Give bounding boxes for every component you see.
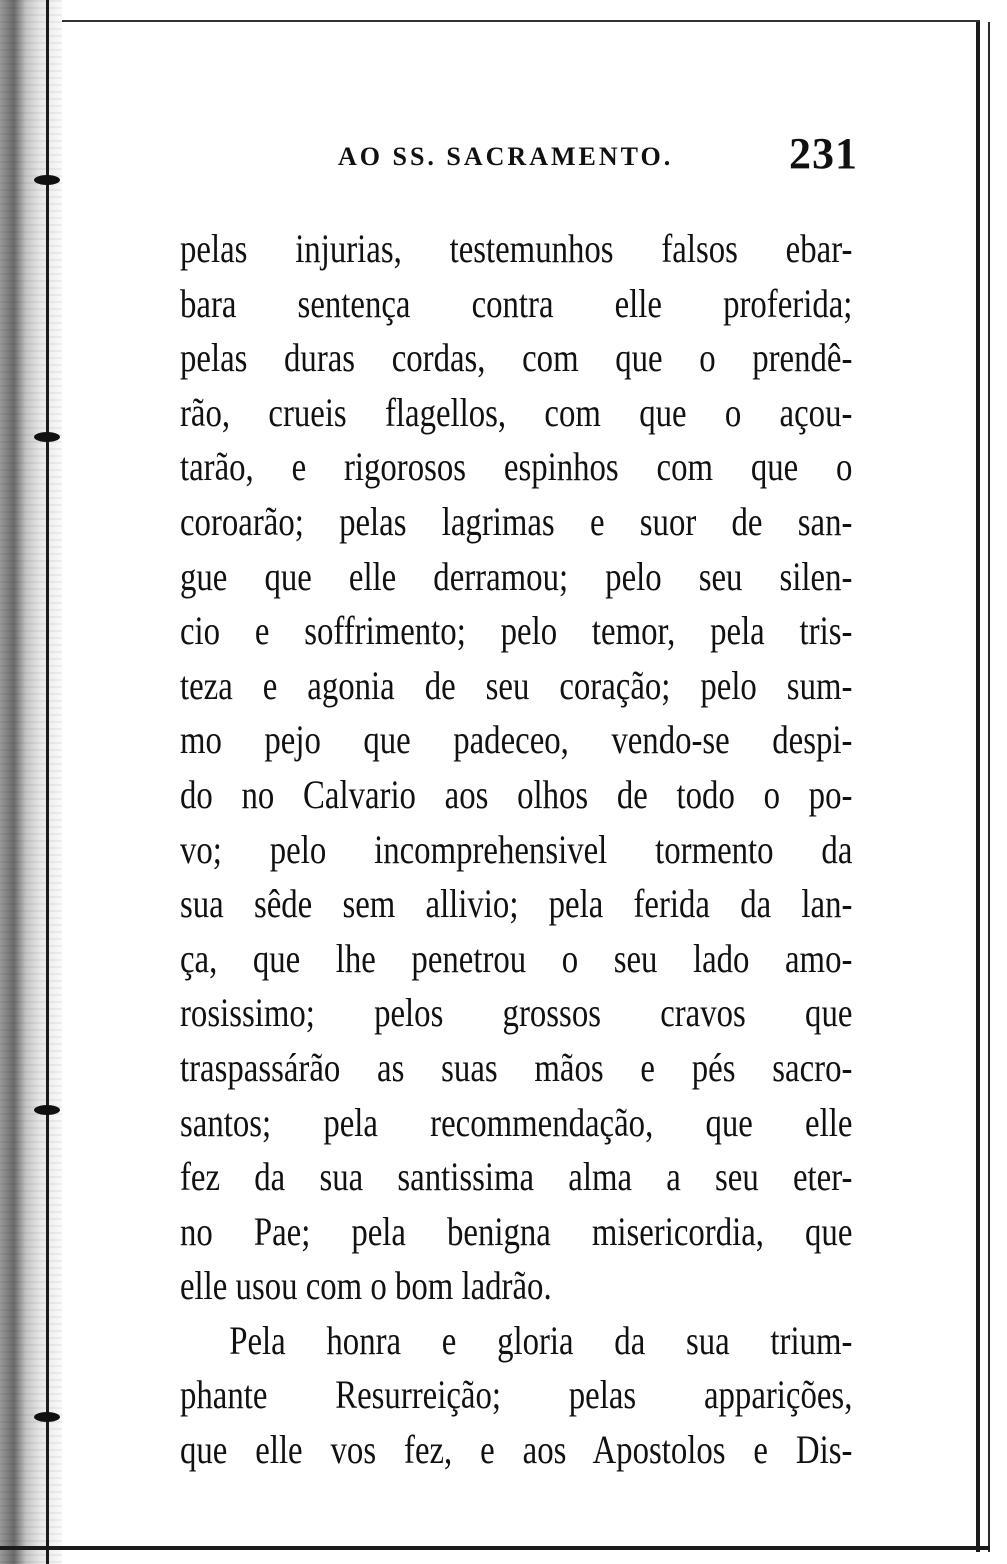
text-line: no Pae; pela benigna misericordia, que [180, 1208, 853, 1254]
text-line: fez da sua santissima alma a seu eter- [180, 1154, 853, 1200]
text-line: santos; pela recommendação, que elle [180, 1099, 853, 1145]
text-line: teza e agonia de seu coração; pelo sum- [180, 662, 853, 708]
binding-stitch-mark [34, 1105, 60, 1115]
text-line: mo pejo que padeceo, vendo-se despi- [180, 717, 853, 763]
page-frame-bottom [0, 1546, 990, 1550]
text-line: traspassárão as suas mãos e pés sacro- [180, 1044, 853, 1090]
binding-stitch-mark [34, 432, 60, 442]
page-number: 231 [789, 129, 858, 178]
text-line: bara sentença contra elle proferida; [180, 280, 853, 326]
text-line: tarão, e rigorosos espinhos com que o [180, 444, 853, 490]
text-line: pelas injurias, testemunhos falsos ebar- [180, 226, 853, 271]
text-line: ça, que lhe penetrou o seu lado amo- [180, 935, 853, 981]
page-frame-right [976, 22, 980, 1552]
text-line: cio e soffrimento; pelo temor, pela tris- [180, 608, 853, 654]
binding-stitch-mark [34, 1412, 60, 1422]
body-text [180, 222, 852, 1478]
text-line: vo; pelo incomprehensivel tormento da [180, 826, 853, 872]
text-line: rão, crueis flagellos, com que o açou- [180, 389, 853, 435]
text-line: que elle vos fez, e aos Apostolos e Dis- [180, 1427, 853, 1473]
text-line: do no Calvario aos olhos de todo o po- [180, 771, 853, 817]
running-head [338, 128, 858, 178]
text-line: gue que elle derramou; pelo seu silen- [180, 553, 853, 599]
text-line: rosissimo; pelos grossos cravos que [180, 990, 853, 1036]
paragraph-end-line: elle usou com o bom ladrão. [180, 1263, 552, 1309]
text-line: coroarão; pelas lagrimas e suor de san- [180, 498, 853, 544]
text-line: sua sêde sem allivio; pela ferida da lan- [180, 881, 853, 927]
text-line: phante Resurreição; pelas apparições, [180, 1372, 853, 1418]
binding-edge-line [46, 0, 49, 1564]
binding-stitch-mark [34, 175, 60, 185]
paragraph-start-line: Pela honra e gloria da sua trium- [229, 1317, 853, 1363]
book-binding-gutter [0, 0, 62, 1564]
running-title: AO SS. SACRAMENTO. [338, 142, 674, 171]
text-line: pelas duras cordas, com que o prendê- [180, 335, 853, 381]
page-frame-top [62, 20, 980, 22]
page-frame-right-outer [988, 22, 990, 1552]
